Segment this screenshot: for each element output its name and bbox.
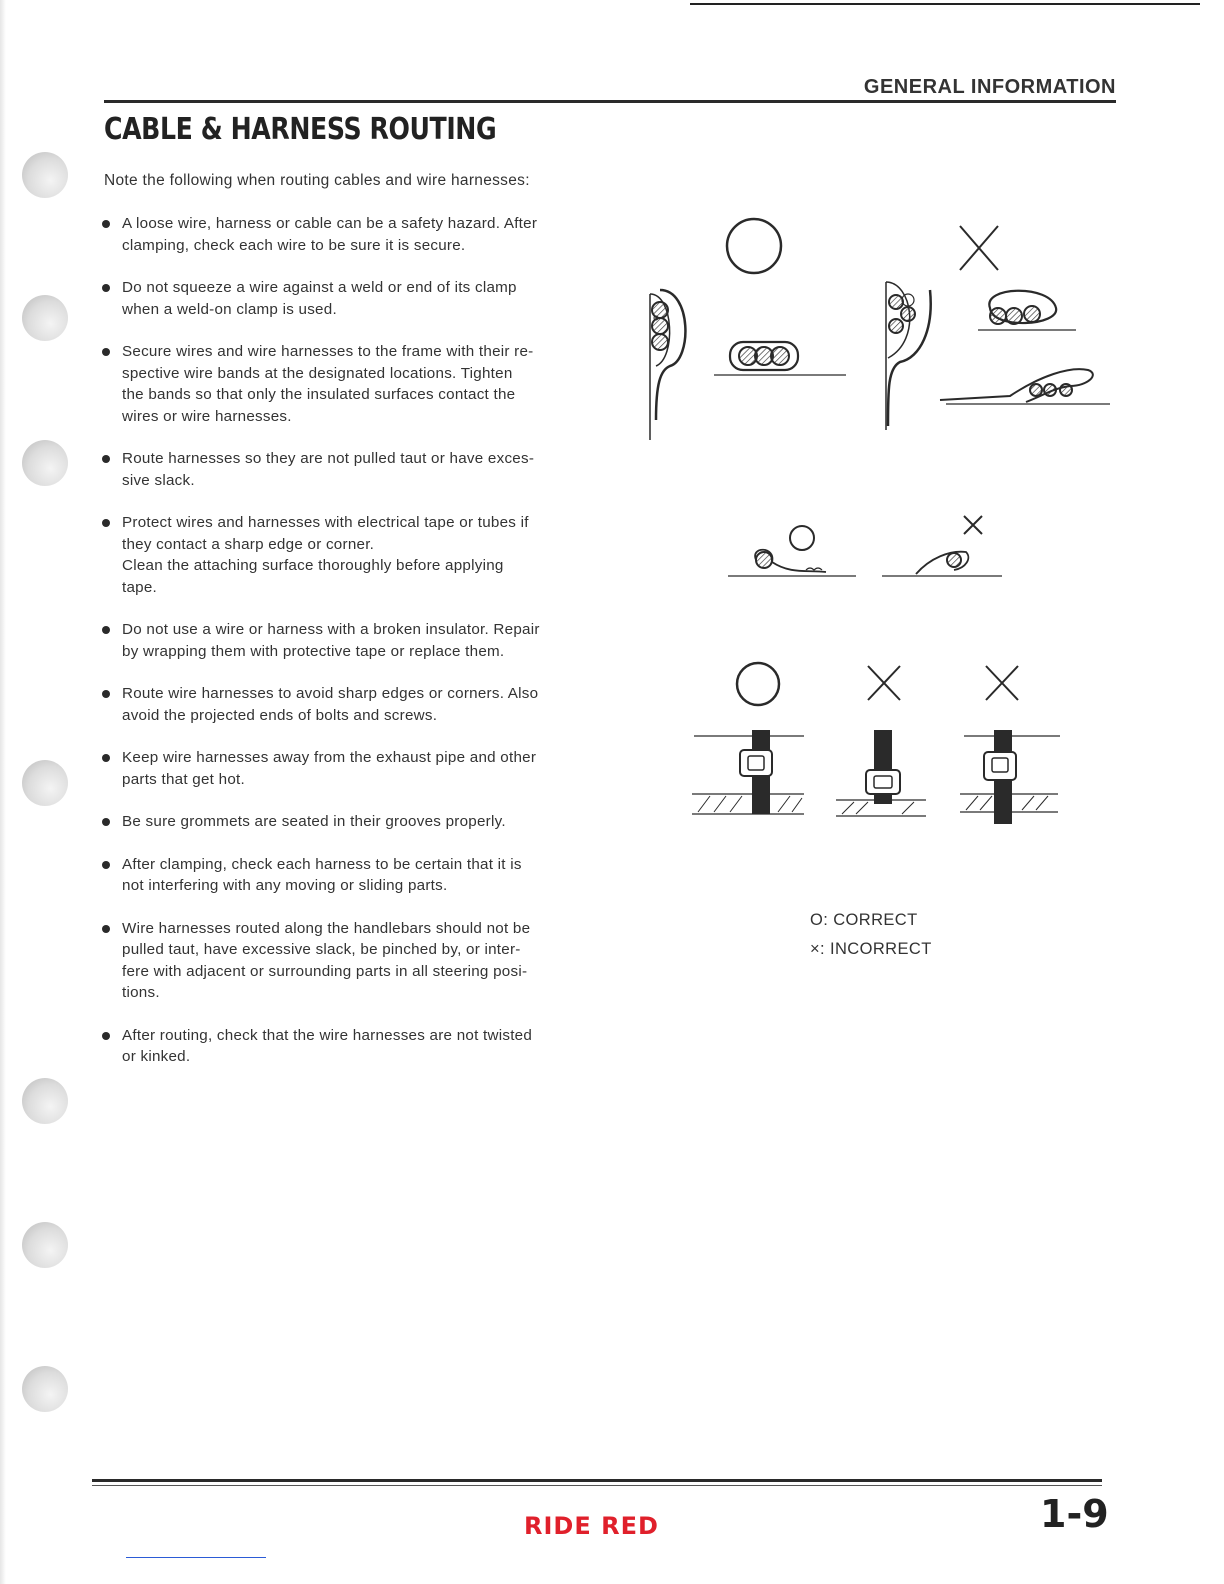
link-underline: [126, 1557, 266, 1558]
binder-hole: [22, 760, 68, 806]
taping-incorrect-figure: [882, 516, 1002, 576]
legend-correct: O: CORRECT: [810, 911, 918, 929]
footer-brand: RIDE RED: [524, 1512, 659, 1540]
bullet-icon: [102, 626, 110, 634]
incorrect-mark-icon: [986, 666, 1018, 700]
bullet-icon: [102, 220, 110, 228]
bullet-icon: [102, 690, 110, 698]
binder-hole: [22, 152, 68, 198]
binder-hole: [22, 1222, 68, 1268]
page-title: CABLE & HARNESS ROUTING: [104, 112, 497, 147]
taping-correct-figure: [728, 526, 856, 576]
page-edge-shadow: [0, 0, 6, 1584]
band-correct-figure: [692, 663, 804, 814]
bullet-icon: [102, 284, 110, 292]
bullet-icon: [102, 348, 110, 356]
list-item: Do not squeeze a wire against a weld or end of its clamp when a weld-on clamp is used.: [98, 277, 610, 320]
bullet-icon: [102, 455, 110, 463]
bullet-icon: [102, 925, 110, 933]
legend: [810, 906, 932, 964]
list-item: Route harnesses so they are not pulled taut or have exces- sive slack.: [98, 448, 610, 491]
binder-hole: [22, 295, 68, 341]
correct-mark-icon: [727, 219, 781, 273]
incorrect-mark-icon: [960, 226, 998, 270]
bullet-icon: [102, 519, 110, 527]
footer-rule: [92, 1479, 1102, 1482]
section-header-label: GENERAL INFORMATION: [863, 76, 1116, 98]
bullet-icon: [102, 1032, 110, 1040]
list-item: Route wire harnesses to avoid sharp edges or corners. Also avoid the projected ends of bolts and screws.: [98, 683, 610, 726]
list-item: After clamping, check each harness to be certain that it is not interfering with any moving or sliding parts.: [98, 854, 610, 897]
bullet-icon: [102, 818, 110, 826]
list-item: Wire harnesses routed along the handlebars should not be pulled taut, have excessive slack, be pinched by, or inter- fere with adjacent or surrounding parts in all steering posi- tions.: [98, 918, 610, 1004]
band-incorrect-figure-2: [960, 666, 1060, 824]
incorrect-mark-icon: [868, 666, 900, 700]
list-item: After routing, check that the wire harnesses are not twisted or kinked.: [98, 1025, 610, 1068]
top-rule: [690, 3, 1200, 5]
footer-rule-thin: [92, 1485, 1102, 1486]
header-rule: [104, 100, 1116, 103]
list-item: A loose wire, harness or cable can be a safety hazard. After clamping, check each wire to be sure it is secure.: [98, 213, 610, 256]
list-item: Keep wire harnesses away from the exhaust pipe and other parts that get hot.: [98, 747, 610, 790]
correct-mark-icon: [737, 663, 779, 705]
binder-hole: [22, 1366, 68, 1412]
binder-hole: [22, 1078, 68, 1124]
incorrect-mark-icon: [964, 516, 982, 534]
list-item: Do not use a wire or harness with a broken insulator. Repair by wrapping them with protective tape or replace them.: [98, 619, 610, 662]
bullet-icon: [102, 861, 110, 869]
legend-incorrect: ×: INCORRECT: [810, 940, 932, 958]
routing-notes-list: [98, 213, 610, 1068]
list-item: Protect wires and harnesses with electrical tape or tubes if they contact a sharp edge or corner. Clean the attaching surface thoroughly before applying tape.: [98, 512, 610, 598]
list-item: Be sure grommets are seated in their grooves properly.: [98, 811, 610, 833]
page-number: 1-9: [1040, 1492, 1109, 1536]
band-incorrect-figure-1: [836, 666, 926, 816]
bullet-icon: [102, 754, 110, 762]
list-item: Secure wires and wire harnesses to the frame with their re- spective wire bands at the designated locations. Tighten the bands so that only the insulated surfaces contact the wires or wire harnesses.: [98, 341, 610, 427]
weld-clamp-incorrect-figure: [886, 226, 1110, 430]
correct-mark-icon: [790, 526, 814, 550]
weld-clamp-correct-figure: [650, 219, 846, 440]
binder-hole: [22, 440, 68, 486]
routing-illustration: [630, 190, 1130, 850]
intro-text: Note the following when routing cables and wire harnesses:: [104, 172, 530, 189]
